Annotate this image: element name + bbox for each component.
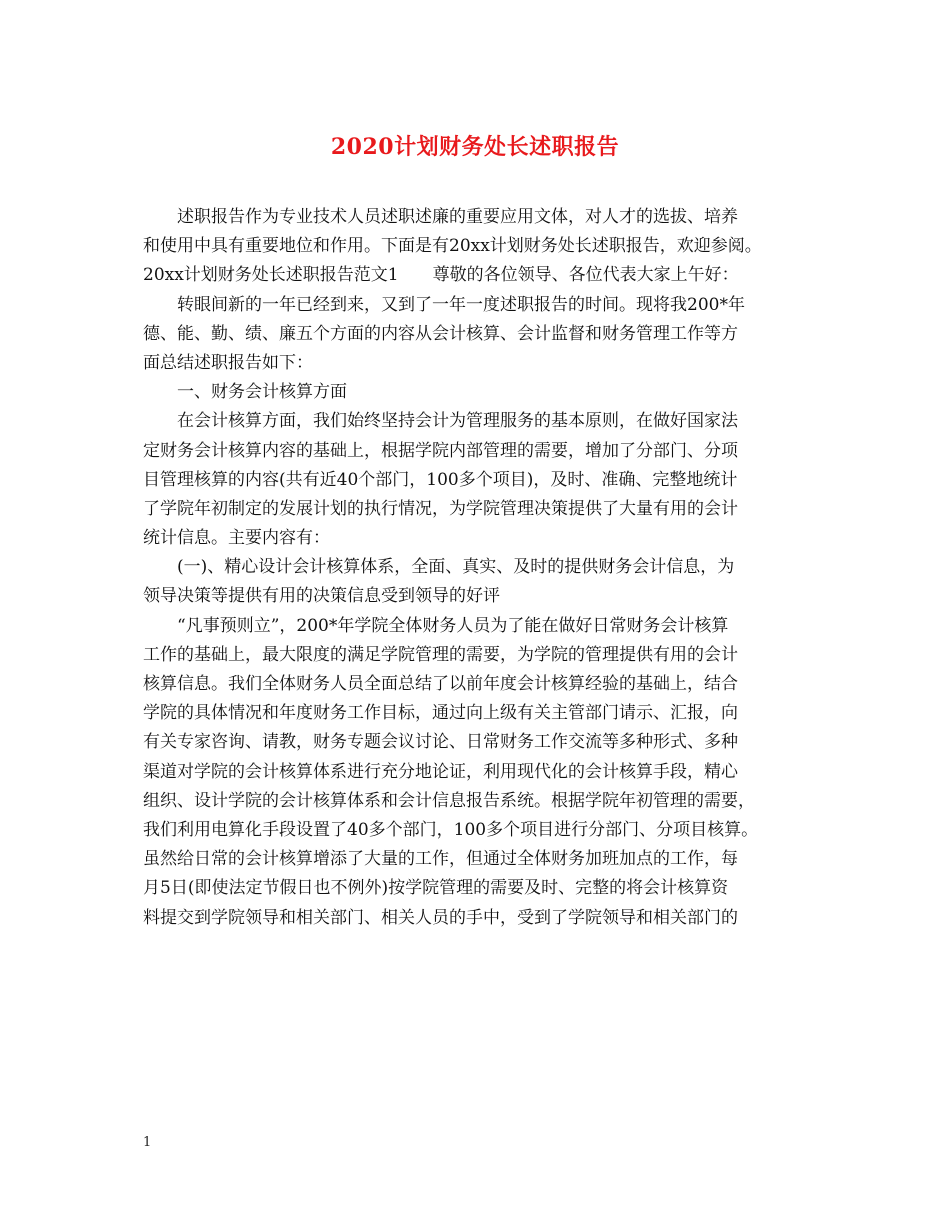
subsection-heading: (一)、精心设计会计核算体系，全面、真实、及时的提供财务会计信息，为 [177,557,735,578]
text-line: 面总结述职报告如下： [143,352,313,373]
text-line: 了学院年初制定的发展计划的执行情况，为学院管理决策提供了大量有用的会计 [143,498,738,519]
text-line: 和使用中具有重要地位和作用。下面是有20xx计划财务处长述职报告，欢迎参阅。 [143,236,762,257]
text-line: 组织、设计学院的会计核算体系和会计信息报告系统。根据学院年初管理的需要， [143,790,755,811]
text-line: 料提交到学院领导和相关部门、相关人员的手中，受到了学院领导和相关部门的 [143,907,738,928]
text-line: “凡事预则立”，200*年学院全体财务人员为了能在做好日常财务会计核算 [177,615,729,636]
text-line: 定财务会计核算内容的基础上，根据学院内部管理的需要，增加了分部门、分项 [143,440,738,461]
text-line: 目管理核算的内容(共有近40个部门，100多个项目)，及时、准确、完整地统计 [143,469,738,490]
text-line: 德、能、勤、绩、廉五个方面的内容从会计核算、会计监督和财务管理工作等方 [143,323,738,344]
text-line: 学院的具体情况和年度财务工作目标，通过向上级有关主管部门请示、汇报，向 [143,703,738,724]
document-title: 2020计划财务处长述职报告 [330,134,620,160]
text-line: 渠道对学院的会计核算体系进行充分地论证，利用现代化的会计核算手段，精心 [143,761,738,782]
text-line: 20xx计划财务处长述职报告范文1 尊敬的各位领导、各位代表大家上午好： [143,265,739,286]
text-line: 在会计核算方面，我们始终坚持会计为管理服务的基本原则，在做好国家法 [177,411,738,432]
text-line: 虽然给日常的会计核算增添了大量的工作，但通过全体财务加班加点的工作，每 [143,849,738,870]
text-line: 核算信息。我们全体财务人员全面总结了以前年度会计核算经验的基础上，结合 [143,674,738,694]
section-heading: 一、财务会计核算方面 [177,382,347,403]
text-line: 述职报告作为专业技术人员述职述廉的重要应用文体，对人才的选拔、培养 [177,207,738,227]
text-line: 我们利用电算化手段设置了40多个部门，100多个项目进行分部门、分项目核算。 [143,819,759,840]
text-line: 有关专家咨询、请教，财务专题会议讨论、日常财务工作交流等多种形式、多种 [143,732,738,753]
document-body [143,203,828,933]
page-number: 1 [143,1135,152,1150]
text-line: 领导决策等提供有用的决策信息受到领导的好评 [143,586,500,607]
text-line: 转眼间新的一年已经到来，又到了一年一度述职报告的时间。现将我200*年 [177,294,745,315]
text-line: 工作的基础上，最大限度的满足学院管理的需要，为学院的管理提供有用的会计 [143,644,738,665]
text-line: 统计信息。主要内容有： [143,528,330,549]
text-line: 月5日(即使法定节假日也不例外)按学院管理的需要及时、完整的将会计核算资 [143,878,729,899]
